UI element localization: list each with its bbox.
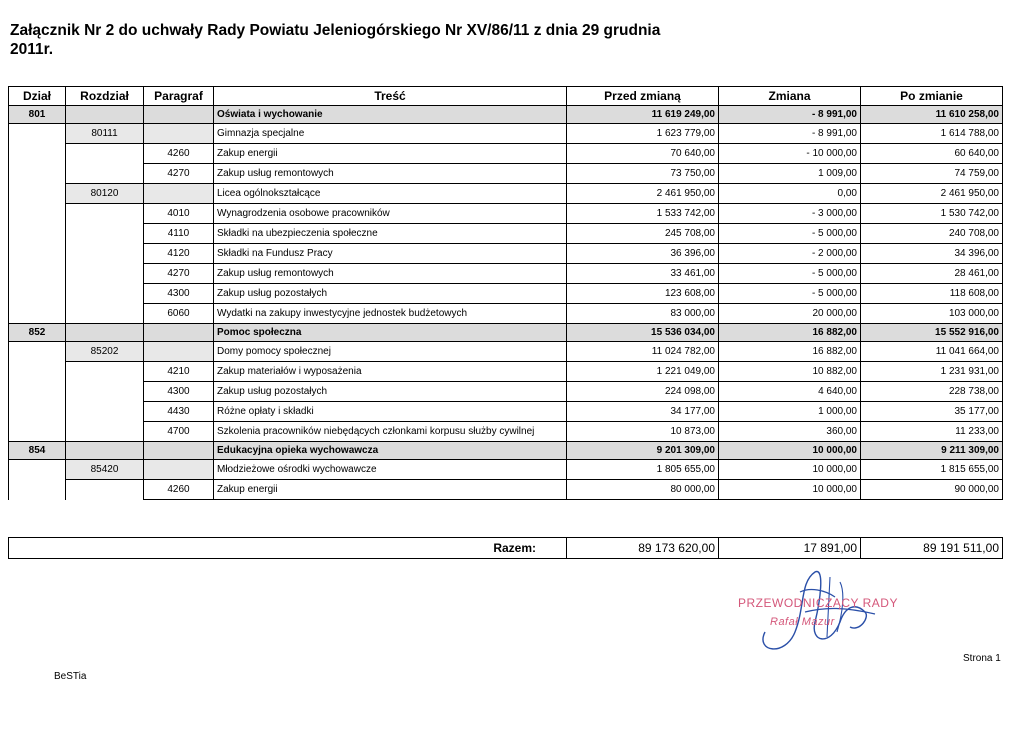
- header-tresc: Treść: [214, 87, 567, 106]
- header-paragraf: Paragraf: [144, 87, 214, 106]
- cell-rozdzial: [66, 204, 144, 224]
- cell-zmiana: 0,00: [719, 184, 861, 204]
- paragraf-row: [9, 382, 1003, 402]
- cell-po-zmianie: 28 461,00: [861, 264, 1003, 284]
- cell-po-zmianie: 1 530 742,00: [861, 204, 1003, 224]
- header-zmiana: Zmiana: [719, 87, 861, 106]
- cell-paragraf: 4010: [144, 204, 214, 224]
- cell-dzial: [9, 264, 66, 284]
- cell-tresc: Domy pomocy społecznej: [214, 342, 567, 362]
- cell-tresc: Wydatki na zakupy inwestycyjne jednostek budżetowych: [214, 304, 567, 324]
- cell-po-zmianie: 90 000,00: [861, 480, 1003, 500]
- cell-po-zmianie: 60 640,00: [861, 144, 1003, 164]
- cell-przed-zmiana: 1 805 655,00: [567, 460, 719, 480]
- cell-rozdzial: [66, 144, 144, 164]
- cell-dzial: 801: [9, 106, 66, 124]
- cell-zmiana: 10 000,00: [719, 442, 861, 460]
- cell-tresc: Edukacyjna opieka wychowawcza: [214, 442, 567, 460]
- cell-po-zmianie: 34 396,00: [861, 244, 1003, 264]
- cell-zmiana: - 5 000,00: [719, 224, 861, 244]
- paragraf-row: [9, 304, 1003, 324]
- cell-tresc: Różne opłaty i składki: [214, 402, 567, 422]
- budget-table: [8, 86, 1003, 500]
- paragraf-row: [9, 422, 1003, 442]
- cell-po-zmianie: 11 233,00: [861, 422, 1003, 442]
- cell-przed-zmiana: 15 536 034,00: [567, 324, 719, 342]
- cell-paragraf: [144, 442, 214, 460]
- cell-przed-zmiana: 9 201 309,00: [567, 442, 719, 460]
- cell-zmiana: - 8 991,00: [719, 106, 861, 124]
- paragraf-row: [9, 284, 1003, 304]
- cell-po-zmianie: 1 231 931,00: [861, 362, 1003, 382]
- paragraf-row: [9, 144, 1003, 164]
- header-dzial: Dział: [9, 87, 66, 106]
- paragraf-row: [9, 164, 1003, 184]
- footer-source: BeSTia: [54, 671, 87, 682]
- cell-paragraf: [144, 124, 214, 144]
- cell-po-zmianie: 240 708,00: [861, 224, 1003, 244]
- cell-zmiana: 360,00: [719, 422, 861, 442]
- cell-zmiana: 10 882,00: [719, 362, 861, 382]
- cell-przed-zmiana: 10 873,00: [567, 422, 719, 442]
- total-label: Razem:: [9, 538, 567, 559]
- cell-rozdzial: [66, 284, 144, 304]
- cell-tresc: Zakup usług remontowych: [214, 164, 567, 184]
- cell-rozdzial: [66, 480, 144, 500]
- cell-rozdzial: [66, 382, 144, 402]
- cell-dzial: [9, 164, 66, 184]
- cell-zmiana: 1 009,00: [719, 164, 861, 184]
- total-row: [9, 538, 1003, 559]
- cell-tresc: Składki na Fundusz Pracy: [214, 244, 567, 264]
- cell-paragraf: [144, 342, 214, 362]
- cell-dzial: [9, 402, 66, 422]
- cell-paragraf: 4270: [144, 164, 214, 184]
- cell-dzial: [9, 204, 66, 224]
- cell-dzial: [9, 382, 66, 402]
- dzial-row: [9, 106, 1003, 124]
- cell-tresc: Zakup energii: [214, 480, 567, 500]
- cell-paragraf: 4260: [144, 144, 214, 164]
- document-title: Załącznik Nr 2 do uchwały Rady Powiatu Jeleniogórskiego Nr XV/86/11 z dnia 29 grudnia 2011r.: [10, 22, 661, 58]
- cell-tresc: Zakup usług pozostałych: [214, 284, 567, 304]
- cell-dzial: [9, 304, 66, 324]
- cell-rozdzial: [66, 264, 144, 284]
- cell-po-zmianie: 228 738,00: [861, 382, 1003, 402]
- cell-przed-zmiana: 80 000,00: [567, 480, 719, 500]
- cell-po-zmianie: 11 610 258,00: [861, 106, 1003, 124]
- cell-tresc: Wynagrodzenia osobowe pracowników: [214, 204, 567, 224]
- cell-dzial: 852: [9, 324, 66, 342]
- cell-przed-zmiana: 123 608,00: [567, 284, 719, 304]
- cell-tresc: Zakup energii: [214, 144, 567, 164]
- cell-zmiana: 1 000,00: [719, 402, 861, 422]
- cell-paragraf: 4300: [144, 382, 214, 402]
- cell-dzial: [9, 244, 66, 264]
- cell-dzial: [9, 460, 66, 480]
- cell-rozdzial: [66, 442, 144, 460]
- chairman-stamp: [738, 596, 898, 628]
- total-zmiana: 17 891,00: [719, 538, 861, 559]
- cell-rozdzial: [66, 304, 144, 324]
- cell-rozdzial: [66, 164, 144, 184]
- cell-dzial: [9, 342, 66, 362]
- paragraf-row: [9, 264, 1003, 284]
- cell-dzial: [9, 224, 66, 244]
- stamp-name: Rafał Mazur: [770, 616, 835, 628]
- cell-zmiana: 10 000,00: [719, 460, 861, 480]
- cell-przed-zmiana: 36 396,00: [567, 244, 719, 264]
- page-number: Strona 1: [963, 653, 1001, 664]
- cell-paragraf: 4260: [144, 480, 214, 500]
- cell-tresc: Zakup usług pozostałych: [214, 382, 567, 402]
- cell-zmiana: 16 882,00: [719, 324, 861, 342]
- cell-przed-zmiana: 70 640,00: [567, 144, 719, 164]
- cell-po-zmianie: 1 815 655,00: [861, 460, 1003, 480]
- cell-paragraf: [144, 184, 214, 204]
- header-rozdzial: Rozdział: [66, 87, 144, 106]
- cell-zmiana: - 5 000,00: [719, 284, 861, 304]
- cell-przed-zmiana: 34 177,00: [567, 402, 719, 422]
- cell-przed-zmiana: 1 623 779,00: [567, 124, 719, 144]
- cell-dzial: [9, 480, 66, 500]
- cell-tresc: Pomoc społeczna: [214, 324, 567, 342]
- cell-dzial: [9, 284, 66, 304]
- stamp-title: PRZEWODNICZĄCY RADY: [738, 596, 898, 610]
- cell-tresc: Zakup usług remontowych: [214, 264, 567, 284]
- paragraf-row: [9, 204, 1003, 224]
- paragraf-row: [9, 224, 1003, 244]
- cell-tresc: Licea ogólnokształcące: [214, 184, 567, 204]
- cell-zmiana: 16 882,00: [719, 342, 861, 362]
- cell-dzial: [9, 184, 66, 204]
- total-po: 89 191 511,00: [861, 538, 1003, 559]
- cell-po-zmianie: 9 211 309,00: [861, 442, 1003, 460]
- cell-dzial: [9, 362, 66, 382]
- cell-zmiana: - 8 991,00: [719, 124, 861, 144]
- paragraf-row: [9, 362, 1003, 382]
- header-przed-zmiana: Przed zmianą: [567, 87, 719, 106]
- cell-zmiana: - 10 000,00: [719, 144, 861, 164]
- cell-przed-zmiana: 1 533 742,00: [567, 204, 719, 224]
- cell-przed-zmiana: 83 000,00: [567, 304, 719, 324]
- cell-po-zmianie: 35 177,00: [861, 402, 1003, 422]
- cell-przed-zmiana: 2 461 950,00: [567, 184, 719, 204]
- cell-zmiana: - 5 000,00: [719, 264, 861, 284]
- cell-zmiana: - 2 000,00: [719, 244, 861, 264]
- cell-przed-zmiana: 73 750,00: [567, 164, 719, 184]
- dzial-row: [9, 442, 1003, 460]
- cell-paragraf: [144, 106, 214, 124]
- cell-przed-zmiana: 11 024 782,00: [567, 342, 719, 362]
- cell-paragraf: 4110: [144, 224, 214, 244]
- cell-tresc: Szkolenia pracowników niebędących członkami korpusu służby cywilnej: [214, 422, 567, 442]
- cell-paragraf: [144, 324, 214, 342]
- cell-paragraf: [144, 460, 214, 480]
- cell-paragraf: 4430: [144, 402, 214, 422]
- cell-po-zmianie: 74 759,00: [861, 164, 1003, 184]
- cell-rozdzial: 80120: [66, 184, 144, 204]
- cell-zmiana: 20 000,00: [719, 304, 861, 324]
- cell-dzial: [9, 422, 66, 442]
- cell-po-zmianie: 11 041 664,00: [861, 342, 1003, 362]
- cell-po-zmianie: 15 552 916,00: [861, 324, 1003, 342]
- cell-zmiana: 10 000,00: [719, 480, 861, 500]
- cell-rozdzial: [66, 402, 144, 422]
- cell-paragraf: 4120: [144, 244, 214, 264]
- cell-rozdzial: 85202: [66, 342, 144, 362]
- cell-rozdzial: [66, 244, 144, 264]
- cell-przed-zmiana: 245 708,00: [567, 224, 719, 244]
- paragraf-row: [9, 480, 1003, 500]
- cell-po-zmianie: 118 608,00: [861, 284, 1003, 304]
- total-table: [8, 537, 1003, 559]
- total-przed: 89 173 620,00: [567, 538, 719, 559]
- cell-zmiana: 4 640,00: [719, 382, 861, 402]
- paragraf-row: [9, 402, 1003, 422]
- cell-paragraf: 4300: [144, 284, 214, 304]
- cell-dzial: 854: [9, 442, 66, 460]
- dzial-row: [9, 324, 1003, 342]
- cell-rozdzial: [66, 422, 144, 442]
- cell-dzial: [9, 124, 66, 144]
- cell-tresc: Składki na ubezpieczenia społeczne: [214, 224, 567, 244]
- cell-paragraf: 6060: [144, 304, 214, 324]
- cell-dzial: [9, 144, 66, 164]
- rozdzial-row: [9, 460, 1003, 480]
- cell-tresc: Zakup materiałów i wyposażenia: [214, 362, 567, 382]
- table-header-row: [9, 87, 1003, 106]
- cell-po-zmianie: 103 000,00: [861, 304, 1003, 324]
- cell-tresc: Gimnazja specjalne: [214, 124, 567, 144]
- cell-po-zmianie: 1 614 788,00: [861, 124, 1003, 144]
- cell-rozdzial: [66, 106, 144, 124]
- rozdzial-row: [9, 342, 1003, 362]
- rozdzial-row: [9, 124, 1003, 144]
- cell-przed-zmiana: 224 098,00: [567, 382, 719, 402]
- cell-rozdzial: [66, 362, 144, 382]
- cell-rozdzial: [66, 324, 144, 342]
- cell-przed-zmiana: 1 221 049,00: [567, 362, 719, 382]
- cell-tresc: Oświata i wychowanie: [214, 106, 567, 124]
- cell-rozdzial: [66, 224, 144, 244]
- header-po-zmianie: Po zmianie: [861, 87, 1003, 106]
- cell-po-zmianie: 2 461 950,00: [861, 184, 1003, 204]
- cell-przed-zmiana: 33 461,00: [567, 264, 719, 284]
- cell-paragraf: 4210: [144, 362, 214, 382]
- cell-rozdzial: 80111: [66, 124, 144, 144]
- cell-paragraf: 4270: [144, 264, 214, 284]
- cell-przed-zmiana: 11 619 249,00: [567, 106, 719, 124]
- cell-rozdzial: 85420: [66, 460, 144, 480]
- cell-paragraf: 4700: [144, 422, 214, 442]
- cell-tresc: Młodzieżowe ośrodki wychowawcze: [214, 460, 567, 480]
- rozdzial-row: [9, 184, 1003, 204]
- paragraf-row: [9, 244, 1003, 264]
- cell-zmiana: - 3 000,00: [719, 204, 861, 224]
